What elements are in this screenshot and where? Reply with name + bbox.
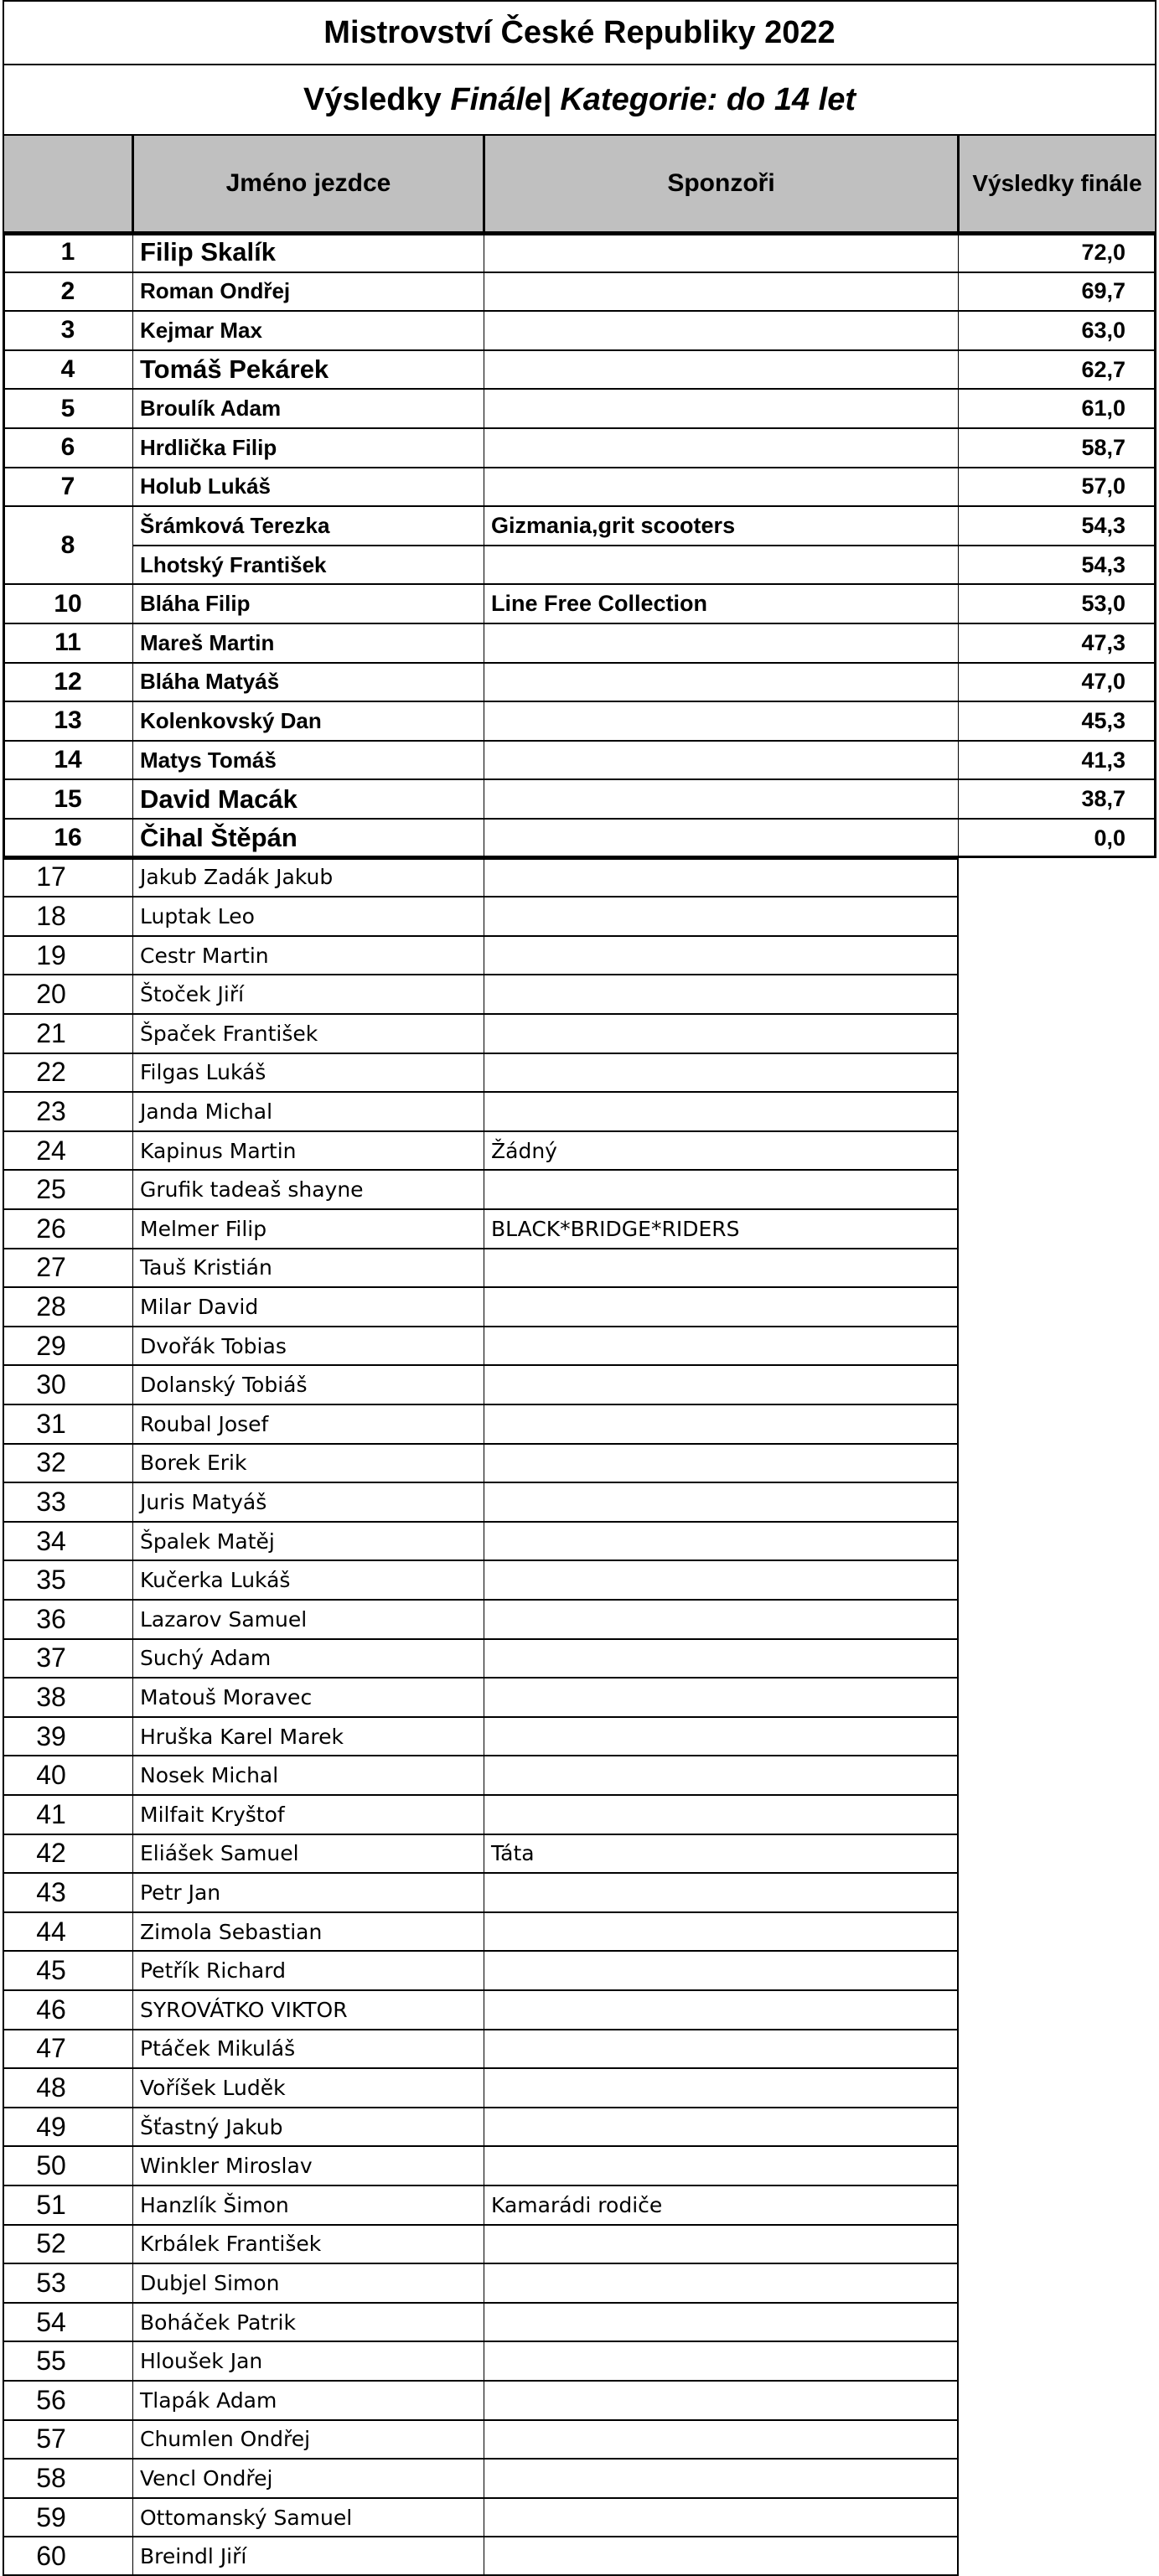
rider-name: Lhotský František bbox=[132, 546, 484, 585]
subtitle-prefix: Výsledky bbox=[303, 81, 442, 117]
rider-name: Kejmar Max bbox=[132, 311, 484, 350]
rider-name: Hruška Karel Marek bbox=[132, 1717, 484, 1756]
sponsor-cell: Táta bbox=[484, 1834, 959, 1874]
sponsor-cell bbox=[484, 1756, 959, 1795]
rank-cell: 18 bbox=[3, 897, 133, 936]
rank-cell: 23 bbox=[3, 1092, 133, 1131]
final-score: 41,3 bbox=[958, 741, 1156, 780]
sponsor-cell bbox=[484, 272, 959, 312]
rank-cell: 57 bbox=[3, 2420, 133, 2460]
rider-name: Kolenkovský Dan bbox=[132, 701, 484, 741]
rank-cell: 50 bbox=[3, 2146, 133, 2185]
rank-cell: 31 bbox=[3, 1404, 133, 1444]
rider-name: Kučerka Lukáš bbox=[132, 1560, 484, 1600]
sponsor-cell bbox=[484, 2108, 959, 2147]
final-score: 63,0 bbox=[958, 311, 1156, 350]
rank-cell: 35 bbox=[3, 1560, 133, 1600]
sponsor-cell bbox=[484, 428, 959, 468]
sponsor-cell bbox=[484, 2381, 959, 2420]
rider-name: David Macák bbox=[132, 779, 484, 819]
rank-cell: 49 bbox=[3, 2108, 133, 2147]
rider-name: Chumlen Ondřej bbox=[132, 2420, 484, 2460]
rank-cell: 2 bbox=[3, 272, 133, 312]
rider-name: Matys Tomáš bbox=[132, 741, 484, 780]
sponsor-cell bbox=[484, 819, 959, 858]
final-score: 58,7 bbox=[958, 428, 1156, 468]
sponsor-cell bbox=[484, 1522, 959, 1561]
final-score: 61,0 bbox=[958, 389, 1156, 428]
rank-cell: 53 bbox=[3, 2263, 133, 2303]
sponsor-cell bbox=[484, 623, 959, 663]
rider-name: Filip Skalík bbox=[132, 233, 484, 272]
rider-name: Broulík Adam bbox=[132, 389, 484, 428]
header-rank bbox=[3, 134, 133, 233]
sponsor-cell bbox=[484, 2420, 959, 2460]
rank-cell: 47 bbox=[3, 2030, 133, 2069]
rank-cell: 39 bbox=[3, 1717, 133, 1756]
rank-cell: 28 bbox=[3, 1287, 133, 1327]
sponsor-cell bbox=[484, 1912, 959, 1952]
sponsor-cell bbox=[484, 1092, 959, 1131]
sponsor-cell bbox=[484, 2146, 959, 2185]
rider-name: Roman Ondřej bbox=[132, 272, 484, 312]
rider-name: Tauš Kristián bbox=[132, 1249, 484, 1288]
rank-cell: 59 bbox=[3, 2498, 133, 2537]
rank-cell: 40 bbox=[3, 1756, 133, 1795]
sponsor-cell bbox=[484, 546, 959, 585]
sponsor-cell bbox=[484, 1365, 959, 1404]
rank-cell: 26 bbox=[3, 1209, 133, 1249]
rank-cell: 7 bbox=[3, 468, 133, 507]
rank-cell: 15 bbox=[3, 779, 133, 819]
header-results: Výsledky finále bbox=[958, 134, 1156, 233]
rank-cell: 56 bbox=[3, 2381, 133, 2420]
rider-name: Zimola Sebastian bbox=[132, 1912, 484, 1952]
sponsor-cell bbox=[484, 1678, 959, 1717]
rider-name: Čihal Štěpán bbox=[132, 819, 484, 858]
sheet-title: Mistrovství České Republiky 2022 bbox=[3, 0, 1156, 65]
sponsor-cell bbox=[484, 1717, 959, 1756]
sponsor-cell bbox=[484, 1560, 959, 1600]
rank-cell: 38 bbox=[3, 1678, 133, 1717]
rider-name: Roubal Josef bbox=[132, 1404, 484, 1444]
rider-name: Bláha Filip bbox=[132, 584, 484, 623]
sponsor-cell: Line Free Collection bbox=[484, 584, 959, 623]
rider-name: Šrámková Terezka bbox=[132, 506, 484, 546]
rank-cell: 12 bbox=[3, 663, 133, 702]
rider-name: Lazarov Samuel bbox=[132, 1600, 484, 1639]
sponsor-cell bbox=[484, 2459, 959, 2498]
sponsor-cell bbox=[484, 2068, 959, 2108]
final-score: 54,3 bbox=[958, 506, 1156, 546]
sponsor-cell bbox=[484, 975, 959, 1014]
sponsor-cell bbox=[484, 350, 959, 390]
rider-name: Krbálek František bbox=[132, 2225, 484, 2264]
rider-name: Jakub Zadák Jakub bbox=[132, 858, 484, 897]
sponsor-cell bbox=[484, 1482, 959, 1522]
rider-name: Dolanský Tobiáš bbox=[132, 1365, 484, 1404]
sponsor-cell bbox=[484, 1873, 959, 1912]
sponsor-cell bbox=[484, 1327, 959, 1366]
sponsor-cell bbox=[484, 1053, 959, 1093]
sponsor-cell bbox=[484, 311, 959, 350]
rider-name: Breindl Jiří bbox=[132, 2537, 484, 2576]
rider-name: Luptak Leo bbox=[132, 897, 484, 936]
rank-cell: 42 bbox=[3, 1834, 133, 1874]
rider-name: Grufik tadeaš shayne bbox=[132, 1170, 484, 1209]
final-score: 45,3 bbox=[958, 701, 1156, 741]
rider-name: Juris Matyáš bbox=[132, 1482, 484, 1522]
sponsor-cell bbox=[484, 1951, 959, 1990]
rider-name: Hloušek Jan bbox=[132, 2341, 484, 2381]
sponsor-cell bbox=[484, 468, 959, 507]
rank-cell: 13 bbox=[3, 701, 133, 741]
rank-cell: 19 bbox=[3, 936, 133, 975]
rider-name: Janda Michal bbox=[132, 1092, 484, 1131]
rider-name: Petr Jan bbox=[132, 1873, 484, 1912]
rank-cell: 52 bbox=[3, 2225, 133, 2264]
rank-cell: 34 bbox=[3, 1522, 133, 1561]
rider-name: Hrdlička Filip bbox=[132, 428, 484, 468]
rider-name: Matouš Moravec bbox=[132, 1678, 484, 1717]
header-sponsors: Sponzoři bbox=[484, 134, 959, 233]
rank-cell: 10 bbox=[3, 584, 133, 623]
sponsor-cell bbox=[484, 1249, 959, 1288]
sponsor-cell bbox=[484, 897, 959, 936]
rider-name: Suchý Adam bbox=[132, 1639, 484, 1679]
rank-cell: 30 bbox=[3, 1365, 133, 1404]
rider-name: Boháček Patrik bbox=[132, 2303, 484, 2342]
sponsor-cell bbox=[484, 1600, 959, 1639]
rider-name: Tlapák Adam bbox=[132, 2381, 484, 2420]
sponsor-cell bbox=[484, 2341, 959, 2381]
rank-cell: 5 bbox=[3, 389, 133, 428]
rider-name: Cestr Martin bbox=[132, 936, 484, 975]
rank-cell: 37 bbox=[3, 1639, 133, 1679]
rank-cell: 36 bbox=[3, 1600, 133, 1639]
rider-name: Bláha Matyáš bbox=[132, 663, 484, 702]
final-score: 72,0 bbox=[958, 233, 1156, 272]
sponsor-cell bbox=[484, 701, 959, 741]
rank-cell: 21 bbox=[3, 1014, 133, 1053]
final-score: 69,7 bbox=[958, 272, 1156, 312]
rider-name: SYROVÁTKO VIKTOR bbox=[132, 1990, 484, 2030]
sponsor-cell: Kamarádi rodiče bbox=[484, 2185, 959, 2225]
rider-name: Vencl Ondřej bbox=[132, 2459, 484, 2498]
rider-name: Mareš Martin bbox=[132, 623, 484, 663]
rank-cell: 29 bbox=[3, 1327, 133, 1366]
rider-name: Šťastný Jakub bbox=[132, 2108, 484, 2147]
sponsor-cell bbox=[484, 1404, 959, 1444]
rider-name: Štoček Jiří bbox=[132, 975, 484, 1014]
sponsor-cell bbox=[484, 663, 959, 702]
sponsor-cell: Gizmania,grit scooters bbox=[484, 506, 959, 546]
final-score: 57,0 bbox=[958, 468, 1156, 507]
sponsor-cell bbox=[484, 741, 959, 780]
sponsor-cell bbox=[484, 1444, 959, 1483]
final-score: 62,7 bbox=[958, 350, 1156, 390]
rider-name: Špalek Matěj bbox=[132, 1522, 484, 1561]
rank-cell: 14 bbox=[3, 741, 133, 780]
sponsor-cell bbox=[484, 779, 959, 819]
rider-name: Kapinus Martin bbox=[132, 1131, 484, 1171]
rank-cell: 11 bbox=[3, 623, 133, 663]
rank-cell: 8 bbox=[3, 506, 133, 584]
sponsor-cell bbox=[484, 1287, 959, 1327]
rider-name: Filgas Lukáš bbox=[132, 1053, 484, 1093]
rider-name: Tomáš Pekárek bbox=[132, 350, 484, 390]
final-score: 47,3 bbox=[958, 623, 1156, 663]
sponsor-cell: BLACK*BRIDGE*RIDERS bbox=[484, 1209, 959, 1249]
rider-name: Ottomanský Samuel bbox=[132, 2498, 484, 2537]
final-score: 47,0 bbox=[958, 663, 1156, 702]
rank-cell: 25 bbox=[3, 1170, 133, 1209]
rank-cell: 60 bbox=[3, 2537, 133, 2576]
rider-name: Voříšek Luděk bbox=[132, 2068, 484, 2108]
rank-cell: 1 bbox=[3, 233, 133, 272]
sponsor-cell bbox=[484, 389, 959, 428]
rider-name: Borek Erik bbox=[132, 1444, 484, 1483]
rank-cell: 24 bbox=[3, 1131, 133, 1171]
final-score: 0,0 bbox=[958, 819, 1156, 858]
sponsor-cell bbox=[484, 2263, 959, 2303]
rank-cell: 44 bbox=[3, 1912, 133, 1952]
sponsor-cell bbox=[484, 2498, 959, 2537]
rank-cell: 17 bbox=[3, 858, 133, 897]
rider-name: Špaček František bbox=[132, 1014, 484, 1053]
sponsor-cell bbox=[484, 1014, 959, 1053]
rider-name: Hanzlík Šimon bbox=[132, 2185, 484, 2225]
sponsor-cell bbox=[484, 233, 959, 272]
sponsor-cell: Žádný bbox=[484, 1131, 959, 1171]
sponsor-cell bbox=[484, 1990, 959, 2030]
rider-name: Milfait Kryštof bbox=[132, 1795, 484, 1834]
sponsor-cell bbox=[484, 858, 959, 897]
rider-name: Dubjel Simon bbox=[132, 2263, 484, 2303]
rank-cell: 46 bbox=[3, 1990, 133, 2030]
rank-cell: 45 bbox=[3, 1951, 133, 1990]
rank-cell: 4 bbox=[3, 350, 133, 390]
rank-cell: 55 bbox=[3, 2341, 133, 2381]
sponsor-cell bbox=[484, 1795, 959, 1834]
rider-name: Nosek Michal bbox=[132, 1756, 484, 1795]
rider-name: Dvořák Tobias bbox=[132, 1327, 484, 1366]
sponsor-cell bbox=[484, 2030, 959, 2069]
rank-cell: 27 bbox=[3, 1249, 133, 1288]
rider-name: Eliášek Samuel bbox=[132, 1834, 484, 1874]
rank-cell: 48 bbox=[3, 2068, 133, 2108]
sponsor-cell bbox=[484, 1170, 959, 1209]
sheet-subtitle bbox=[3, 64, 1156, 136]
rider-name: Winkler Miroslav bbox=[132, 2146, 484, 2185]
rider-name: Milar David bbox=[132, 1287, 484, 1327]
rank-cell: 33 bbox=[3, 1482, 133, 1522]
sponsor-cell bbox=[484, 2303, 959, 2342]
rider-name: Petřík Richard bbox=[132, 1951, 484, 1990]
rider-name: Melmer Filip bbox=[132, 1209, 484, 1249]
rank-cell: 58 bbox=[3, 2459, 133, 2498]
sponsor-cell bbox=[484, 936, 959, 975]
final-score: 53,0 bbox=[958, 584, 1156, 623]
sponsor-cell bbox=[484, 2225, 959, 2264]
sponsor-cell bbox=[484, 1639, 959, 1679]
rank-cell: 43 bbox=[3, 1873, 133, 1912]
final-score: 38,7 bbox=[958, 779, 1156, 819]
rank-cell: 32 bbox=[3, 1444, 133, 1483]
rider-name: Ptáček Mikuláš bbox=[132, 2030, 484, 2069]
final-score: 54,3 bbox=[958, 546, 1156, 585]
rank-cell: 6 bbox=[3, 428, 133, 468]
rank-cell: 3 bbox=[3, 311, 133, 350]
rank-cell: 54 bbox=[3, 2303, 133, 2342]
rank-cell: 22 bbox=[3, 1053, 133, 1093]
rank-cell: 16 bbox=[3, 819, 133, 858]
rider-name: Holub Lukáš bbox=[132, 468, 484, 507]
rank-cell: 41 bbox=[3, 1795, 133, 1834]
header-name: Jméno jezdce bbox=[132, 134, 484, 233]
subtitle-category: Finále| Kategorie: do 14 let bbox=[450, 81, 856, 117]
rank-cell: 51 bbox=[3, 2185, 133, 2225]
rank-cell: 20 bbox=[3, 975, 133, 1014]
